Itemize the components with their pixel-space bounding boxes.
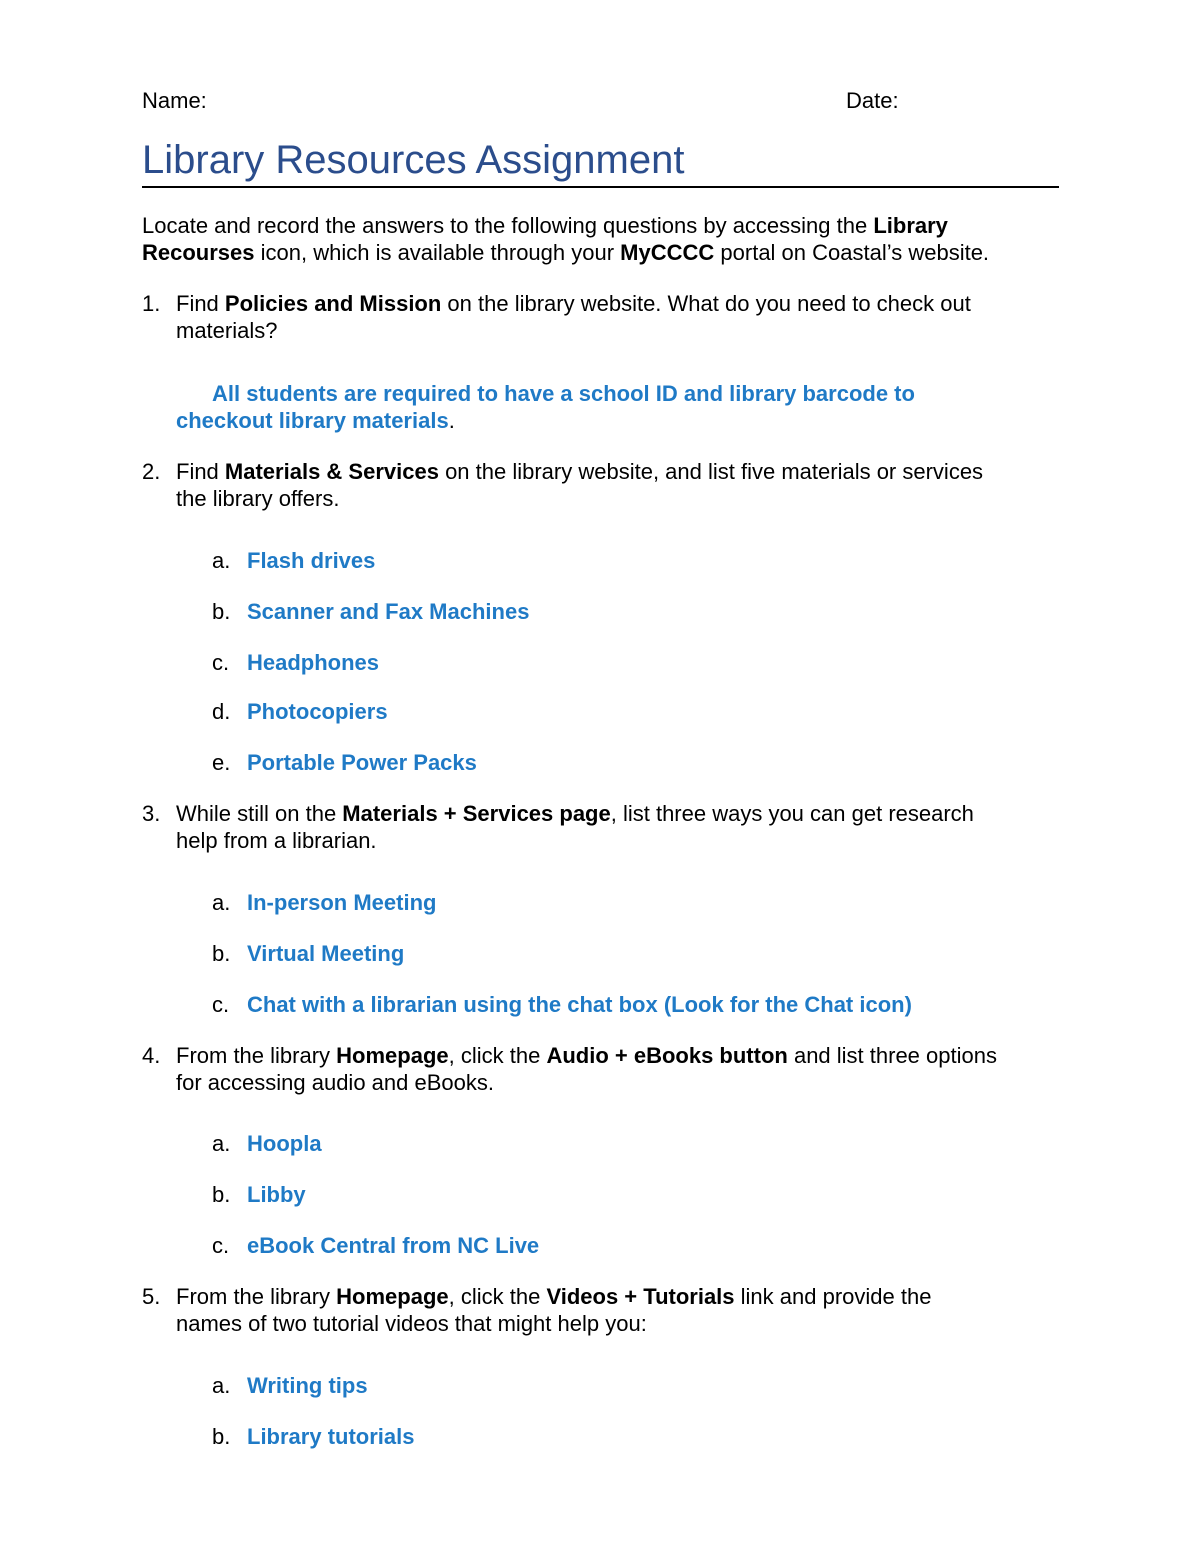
question-3-line-2: help from a librarian. xyxy=(176,828,377,853)
date-label: Date: xyxy=(846,88,899,113)
name-label: Name: xyxy=(142,88,207,113)
title-underline xyxy=(142,186,1059,188)
question-number: 3. xyxy=(142,801,161,826)
question-1-line-1: Find Policies and Mission on the library website. What do you need to check out xyxy=(176,291,971,316)
list-letter: d. xyxy=(212,699,231,724)
question-4-line-2: for accessing audio and eBooks. xyxy=(176,1070,494,1095)
list-letter: b. xyxy=(212,1182,231,1207)
list-letter: a. xyxy=(212,548,231,573)
answer-item: Photocopiers xyxy=(247,699,388,724)
intro-line-1: Locate and record the answers to the following questions by accessing the Library xyxy=(142,213,948,238)
list-letter: b. xyxy=(212,941,231,966)
question-number: 2. xyxy=(142,459,161,484)
answer-1-line-2: checkout library materials. xyxy=(176,408,455,433)
question-3-line-1: While still on the Materials + Services page, list three ways you can get research xyxy=(176,801,974,826)
list-letter: a. xyxy=(212,1373,231,1398)
answer-item: Virtual Meeting xyxy=(247,941,405,966)
page-title: Library Resources Assignment xyxy=(142,138,685,182)
question-number: 5. xyxy=(142,1284,161,1309)
list-letter: c. xyxy=(212,992,230,1017)
question-4-line-1: From the library Homepage, click the Audio + eBooks button and list three options xyxy=(176,1043,997,1068)
question-2-line-2: the library offers. xyxy=(176,486,340,511)
question-number: 4. xyxy=(142,1043,161,1068)
answer-item: In-person Meeting xyxy=(247,890,437,915)
list-letter: a. xyxy=(212,1131,231,1156)
list-letter: e. xyxy=(212,750,231,775)
answer-item: eBook Central from NC Live xyxy=(247,1233,540,1258)
list-letter: b. xyxy=(212,599,231,624)
question-number: 1. xyxy=(142,291,161,316)
list-letter: b. xyxy=(212,1424,231,1449)
list-letter: c. xyxy=(212,1233,230,1258)
answer-item: Writing tips xyxy=(247,1373,368,1398)
question-5-line-1: From the library Homepage, click the Videos + Tutorials link and provide the xyxy=(176,1284,932,1309)
list-letter: a. xyxy=(212,890,231,915)
answer-item: Portable Power Packs xyxy=(247,750,477,775)
answer-item: Flash drives xyxy=(247,548,376,573)
question-5-line-2: names of two tutorial videos that might help you: xyxy=(176,1311,647,1336)
answer-item: Library tutorials xyxy=(247,1424,415,1449)
answer-item: Scanner and Fax Machines xyxy=(247,599,530,624)
list-letter: c. xyxy=(212,650,230,675)
question-2-line-1: Find Materials & Services on the library website, and list five materials or services xyxy=(176,459,984,484)
intro-line-2: Recourses icon, which is available through your MyCCCC portal on Coastal’s website. xyxy=(142,240,990,265)
answer-item: Hoopla xyxy=(247,1131,322,1156)
question-1-line-2: materials? xyxy=(176,318,278,343)
answer-item: Libby xyxy=(247,1182,306,1207)
answer-item: Chat with a librarian using the chat box (Look for the Chat icon) xyxy=(247,992,912,1017)
answer-1-line-1: All students are required to have a school ID and library barcode to xyxy=(212,381,915,406)
answer-item: Headphones xyxy=(247,650,380,675)
